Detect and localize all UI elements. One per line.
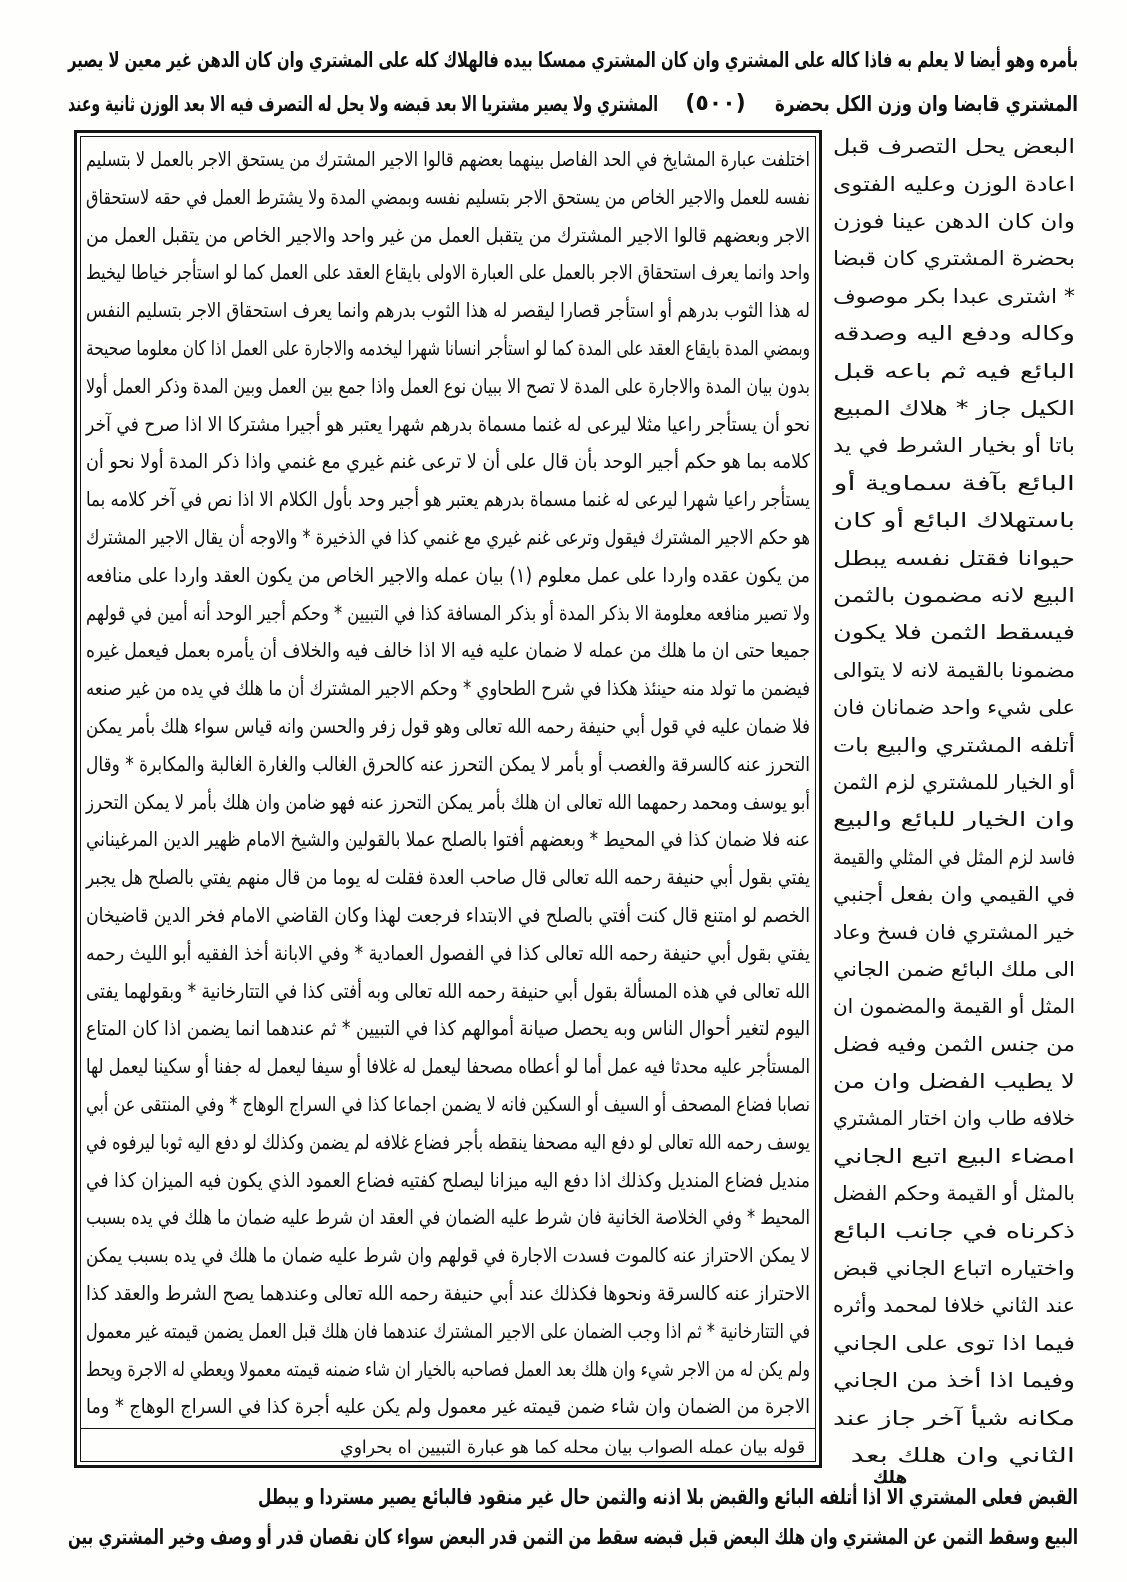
main-text-line: واحد وانما يعرف استحقاق الاجر بالعمل على العبارة الاولى بايقاع العقد على العمل كما لو استأجر خياطا ليخيط bbox=[86, 260, 811, 285]
margin-note-line: فيما اذا توى على الجاني bbox=[833, 1330, 1075, 1355]
margin-note-line: خلافه طاب وان اختار المشتري bbox=[833, 1106, 1075, 1131]
margin-note-line: بحضرة المشتري كان قبضا bbox=[833, 246, 1075, 271]
main-text-line: عنه فلا ضمان كذا في المحيط * وبعضهم أفتوا بالصلح عملا بالقولين والشيخ الامام ظهير الدين المرغيناني bbox=[86, 827, 810, 852]
margin-note-line: فيسقط الثمن فلا يكون bbox=[833, 620, 1075, 645]
main-text-line: كلامه بما هو حكم أجير الوحد بأن قال على أن لا ترعى غنم غيري مع غنمي واذا ذكر المدة أولا نحو أن bbox=[86, 449, 810, 474]
footnote: قوله بيان عمله الصواب بيان محله كما هو عبارة التبيين اه بحراوي bbox=[340, 1437, 805, 1458]
footnote-divider bbox=[80, 1428, 816, 1429]
margin-note-line: في القيمي وان بفعل أجنبي bbox=[833, 882, 1075, 907]
margin-note-line: وان الخيار للبائع والبيع bbox=[833, 807, 1075, 832]
margin-note-line: مكانه شيأ آخر جاز عند bbox=[833, 1405, 1075, 1430]
margin-note-line: الكيل جاز * هلاك المبيع bbox=[833, 396, 1075, 421]
margin-note-line: البعض يحل التصرف قبل bbox=[833, 134, 1075, 159]
margin-note-line: عند الثاني خلافا لمحمد وأثره bbox=[833, 1293, 1075, 1318]
margin-note-line: الى ملك البائع ضمن الجاني bbox=[833, 956, 1075, 981]
main-text bbox=[86, 141, 810, 1426]
margin-note-line: وكاله ودفع اليه وصدقه bbox=[833, 321, 1075, 346]
header-line: بأمره وهو أيضا لا يعلم به فاذا كاله على المشتري وان كان المشتري ممسكا بيده فالهلاك كله على المشتري وان كان الدهن غير معين لا يصير bbox=[68, 48, 1078, 72]
margin-note-line: من جنس الثمن وفيه فضل bbox=[833, 1031, 1075, 1056]
main-text-line: يوسف رحمه الله تعالى لو دفع اليه مصحفا ينقطه بأجر فضاع غلافه لم يضمن وكذلك لو دفع اليه ثوبا ليرفوه في bbox=[86, 1129, 811, 1154]
main-text-line: الخصم لو امتنع قال كنت أفتي بالصلح في الابتداء فرجعت لهذا وكان القاضي الامام فخر الدين قاضيخان bbox=[86, 902, 810, 927]
margin-note-line: باتا أو بخيار الشرط في يد bbox=[833, 433, 1075, 458]
main-text-line: المحيط * وفي الخلاصة الخانية فان شرط عليه الضمان في العقد ان شرط عليه ضمان ما هلك في يده بسبب bbox=[86, 1205, 811, 1230]
margin-note-line: أو الخيار للمشتري لزم الثمن bbox=[833, 769, 1075, 794]
main-text-line: اليوم لتغير أحوال الناس وبه يحصل صيانة أموالهم كذا في التبيين * ثم عندهما انما يضمن اذا كان المتاع bbox=[86, 1016, 810, 1041]
margin-note-line: الثاني وان هلك بعد bbox=[850, 1442, 1075, 1467]
margin-commentary bbox=[833, 128, 1075, 1474]
main-text-line: الاجر وبعضهم قالوا الاجير المشترك من يتقبل العمل من غير واحد والاجير الخاص من يتقبل العمل من bbox=[86, 222, 811, 247]
main-text-line: الاجرة من الضمان وان شاء ضمن قيمته غير معمول ولم يكن عليه أجرة كذا في السراج الوهاج * وما bbox=[86, 1394, 810, 1419]
margin-note-line: امضاء البيع اتبع الجاني bbox=[833, 1143, 1075, 1168]
main-text-line: منديل فضاع المنديل وكذلك اذا دفع اليه ميزانا ليصلح كفتيه فضاع العمود الذي يكون فيه الميزان كذا في bbox=[86, 1167, 810, 1192]
margin-note-line: المثل أو القيمة والمضمون ان bbox=[833, 994, 1075, 1019]
margin-note-line: البيع لانه مضمون بالثمن bbox=[833, 582, 1075, 607]
main-text-line: فيضمن ما تولد منه حينئذ هكذا في شرح الطحاوي * وحكم الاجير المشترك أن ما هلك في يده من غير صنعه bbox=[85, 676, 810, 701]
margin-note-line: لا يطيب الفضل وان من bbox=[833, 1069, 1075, 1094]
bottom-note-line: البيع وسقط الثمن عن المشتري وان هلك البعض قبل قبضه سقط من الثمن قدر البعض سواء كان نقصان قدر أو وصف وخير المشتري بين bbox=[68, 1525, 1078, 1549]
margin-note-line: بالمثل أو القيمة وحكم الفضل bbox=[833, 1181, 1075, 1206]
catchword: هلك bbox=[872, 1468, 908, 1488]
main-text-line: ولا تصير منافعه معلومة الا بذكر المدة أو بذكر المسافة كذا في التبيين * وحكم أجير الوحد أنه أمين في قولهم bbox=[85, 600, 811, 625]
main-text-line: اختلفت عبارة المشايخ في الحد الفاصل بينهما بعضهم قالوا الاجير المشترك من يستحق الاجر بالعمل لا بتسليم bbox=[85, 147, 810, 171]
margin-note-line: * اشترى عبدا بكر موصوف bbox=[833, 283, 1075, 308]
margin-note-line: وان كان الدهن عينا فوزن bbox=[833, 209, 1075, 234]
header-line: المشتري ولا يصير مشتريا الا بعد قبضه ولا يحل له التصرف فيه الا بعد الوزن ثانية وعند bbox=[68, 92, 658, 116]
main-text-line: الاحتراز عنه كالسرقة ونحوها فكذلك عند أبي حنيفة رحمه الله تعالى وعندهما يصح الشرط والعقد كذا bbox=[85, 1280, 810, 1305]
main-text-line: ولم يكن له من الاجر شيء وان هلك بعد العمل فصاحبه بالخيار ان شاء ضمنه قيمته معمولا ويعطي له الاجرة ويحط bbox=[85, 1356, 811, 1381]
margin-note-line: البائع فيه ثم باعه قبل bbox=[833, 358, 1075, 383]
margin-note-line: مضمونا بالقيمة لانه لا يتوالى bbox=[833, 657, 1075, 682]
margin-note-line: حيوانا فقتل نفسه يبطل bbox=[833, 545, 1075, 570]
main-text-line: الله تعالى في هذه المسألة بقول أبي حنيفة رحمه الله تعالى وبه أفتى كذا في التتارخانية * وبقولهما يفتى bbox=[86, 978, 810, 1003]
main-text-line: نصابا فضاع المصحف أو السيف أو السكين فانه لا يضمن اجماعا كذا في السراج الوهاج * وفي المنتقى عن أبي bbox=[85, 1091, 810, 1116]
margin-note-line: على شيء واحد ضمانان فان bbox=[833, 695, 1075, 720]
margin-note-line: وفيما اذا أخذ من الجاني bbox=[833, 1368, 1075, 1393]
margin-note-line: فاسد لزم المثل في المثلي والقيمة bbox=[833, 844, 1075, 869]
page-number: (٥٠٠) bbox=[685, 91, 746, 116]
main-text-line: نحو أن يستأجر راعيا مثلا ليرعى له غنما مسماة بدرهم شهرا يعتبر هو أجيرا مشتركا الا اذا صرح في آخر bbox=[85, 411, 811, 436]
main-text-line: يستأجر راعيا شهرا ليرعى له غنما مسماة بدرهم يعتبر هو أجير وحد بأول الكلام الا اذا نص في آخر كلامه بما bbox=[86, 487, 810, 512]
header-line: المشتري قابضا وان وزن الكل بحضرة bbox=[775, 92, 1078, 116]
main-text-line: يفتي بقول أبي حنيفة رحمه الله تعالى كذا في الفصول العمادية * وفي الابانة أخذ الفقيه أبو الليث رحمه bbox=[86, 940, 811, 965]
main-text-line: من يكون عقده واردا على عمل معلوم (١) بيان عمله والاجير الخاص من يكون العقد واردا على منافعه bbox=[85, 562, 810, 587]
main-text-line: جميعا حتى ان ما هلك من عمله لا ضمان عليه فيه الا اذا خالف فيه والخلاف أن يأمره بعمل فيعمل غيره bbox=[86, 638, 811, 663]
bottom-note-line: القبض فعلى المشتري الا اذا أتلفه البائع والقبض بلا اذنه والثمن حال غير منقود فالبائع يصير مستردا و يبطل bbox=[258, 1485, 1079, 1509]
margin-note-line: اعادة الوزن وعليه الفتوى bbox=[833, 171, 1075, 196]
margin-note-line: أتلفه المشتري والبيع بات bbox=[833, 732, 1075, 757]
main-text-line: المستأجر عليه محدثا فيه عمل أما لو أعطاه مصحفا ليعمل له غلافا أو سيفا ليعمل له جفنا أو سكينا ليعمل لها bbox=[86, 1054, 811, 1079]
margin-note-line: واختياره اتباع الجاني قبض bbox=[833, 1256, 1075, 1281]
main-text-line: التحرز عنه كالسرقة والغصب أو بأمر لا يمكن التحرز عنه كالحرق الغالب والغارة الغالبة والمكابرة * وقال bbox=[86, 751, 810, 776]
main-text-line: وبمضي المدة بايقاع العقد على المدة كما لو استأجر انسانا شهرا ليخدمه والاجارة على العمل اذا كان معلوما صحيحة bbox=[86, 335, 810, 360]
margin-note-line: ذكرناه في جانب البائع bbox=[833, 1218, 1075, 1243]
margin-note-line: البائع بآفة سماوية أو bbox=[833, 470, 1075, 495]
main-text-line: له هذا الثوب بدرهم أو استأجر قصارا ليقصر له هذا الثوب بدرهم وانما يعرف استحقاق الاجر بتسليم النفس bbox=[85, 298, 811, 323]
main-text-line: أبو يوسف ومحمد رحمهما الله تعالى ان هلك بأمر يمكن التحرز عنه فهو ضامن وان هلك بأمر لا يمكن التحرز bbox=[86, 789, 811, 814]
main-text-line: بدون بيان المدة والاجارة على المدة لا تصح الا ببيان نوع العمل واذا جمع بين العمل وبين المدة وذكر العمل أولا bbox=[86, 373, 811, 398]
main-text-line: لا يمكن الاحتراز عنه كالموت فسدت الاجارة في قولهم وان شرط عليه ضمان ما هلك في يده بسبب يمكن bbox=[85, 1243, 810, 1268]
main-text-line: هو حكم الاجير المشترك فيقول وترعى غنم غيري مع غنمي كذا في الذخيرة * والاوجه أن يقال الاجير المشترك bbox=[85, 524, 810, 549]
main-text-line: نفسه للعمل والاجير الخاص من يستحق الاجر بتسليم نفسه وبمضي المدة ولا يشترط العمل في حقه لاستحقاق bbox=[85, 184, 811, 209]
margin-note-line: خير المشتري فان فسخ وعاد bbox=[833, 919, 1075, 944]
margin-note-line: باستهلاك البائع أو كان bbox=[833, 508, 1075, 533]
main-text-line: في التتارخانية * ثم اذا وجب الضمان على الاجير المشترك عندهما فان هلك قبل العمل يضمن قيمته غير معمول bbox=[86, 1318, 810, 1343]
main-text-line: يفتي بقول أبي حنيفة رحمه الله تعالى قال صاحب العدة فقلت له يوما من قال منهم يفتي بالصلح هل يجبر bbox=[86, 865, 811, 890]
main-text-line: فلا ضمان عليه في قول أبي حنيفة رحمه الله تعالى وهو قول زفر والحسن وانه قياس سواء هلك بأمر يمكن bbox=[86, 713, 810, 738]
